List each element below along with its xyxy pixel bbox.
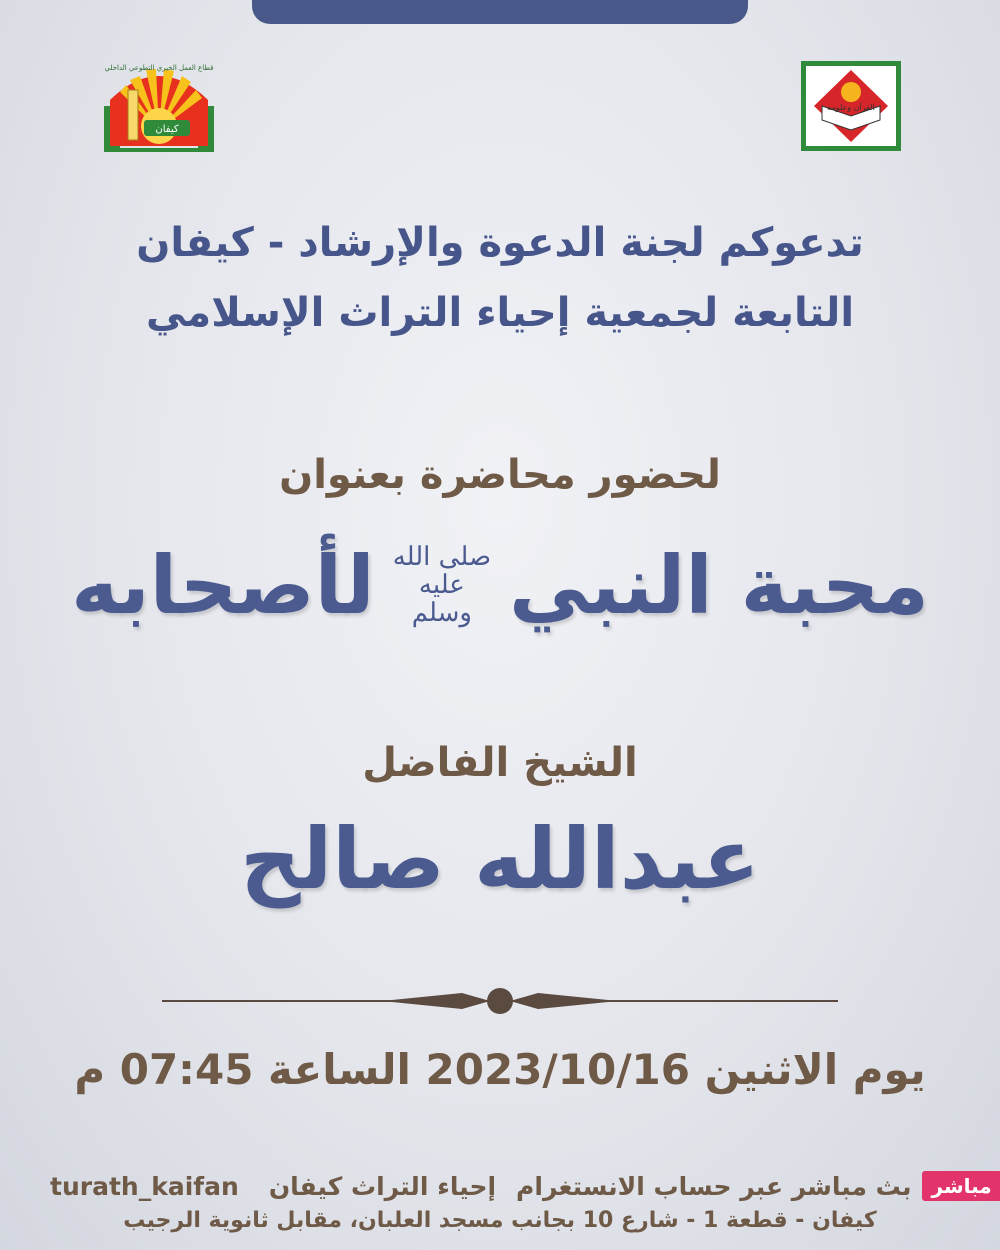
honorific-top: صلى الله (392, 542, 492, 572)
event-date-time: يوم الاثنين 2023/10/16 الساعة 07:45 م (74, 1045, 926, 1094)
channel-name[interactable]: إحياء التراث كيفان (268, 1171, 497, 1201)
left-logo-arc-text: قطاع العمل الخيري التطوعي الداخلي (104, 64, 214, 72)
live-badge: مباشر (922, 1171, 1000, 1201)
kaifan-charity-logo (100, 60, 218, 152)
top-banner-bar (252, 0, 748, 24)
invite-line-2: التابعة لجمعية إحياء التراث الإسلامي (145, 290, 855, 336)
invite-line-1: تدعوكم لجنة الدعوة والإرشاد - كيفان (136, 220, 864, 266)
footer-social-row (30, 1168, 992, 1204)
speaker-name: عبدالله صالح (240, 810, 760, 908)
lecture-intro: لحضور محاضرة بعنوان (279, 452, 721, 498)
honorific-calligraphy (393, 543, 491, 627)
honorific-bottom: وسلم (411, 598, 472, 628)
stream-text: بث مباشر عبر حساب الانستغرام (516, 1171, 912, 1201)
right-logo-text: القرآن وعلومه (827, 103, 875, 112)
left-logo-text: كيفان (155, 124, 179, 135)
lecture-title-part-2: لأصحابه (71, 538, 375, 632)
ornamental-divider (162, 982, 838, 1020)
lecture-title (0, 525, 1000, 645)
address-line: كيفان - قطعة 1 - شارع 10 بجانب مسجد العلبان، مقابل ثانوية الرجيب (123, 1208, 877, 1233)
quran-sciences-logo (800, 60, 902, 152)
speaker-label: الشيخ الفاضل (362, 740, 638, 786)
honorific-mid: عليه (418, 570, 465, 600)
lecture-title-part-1: محبة النبي (509, 538, 929, 632)
instagram-handle[interactable]: turath_kaifan (50, 1171, 239, 1201)
